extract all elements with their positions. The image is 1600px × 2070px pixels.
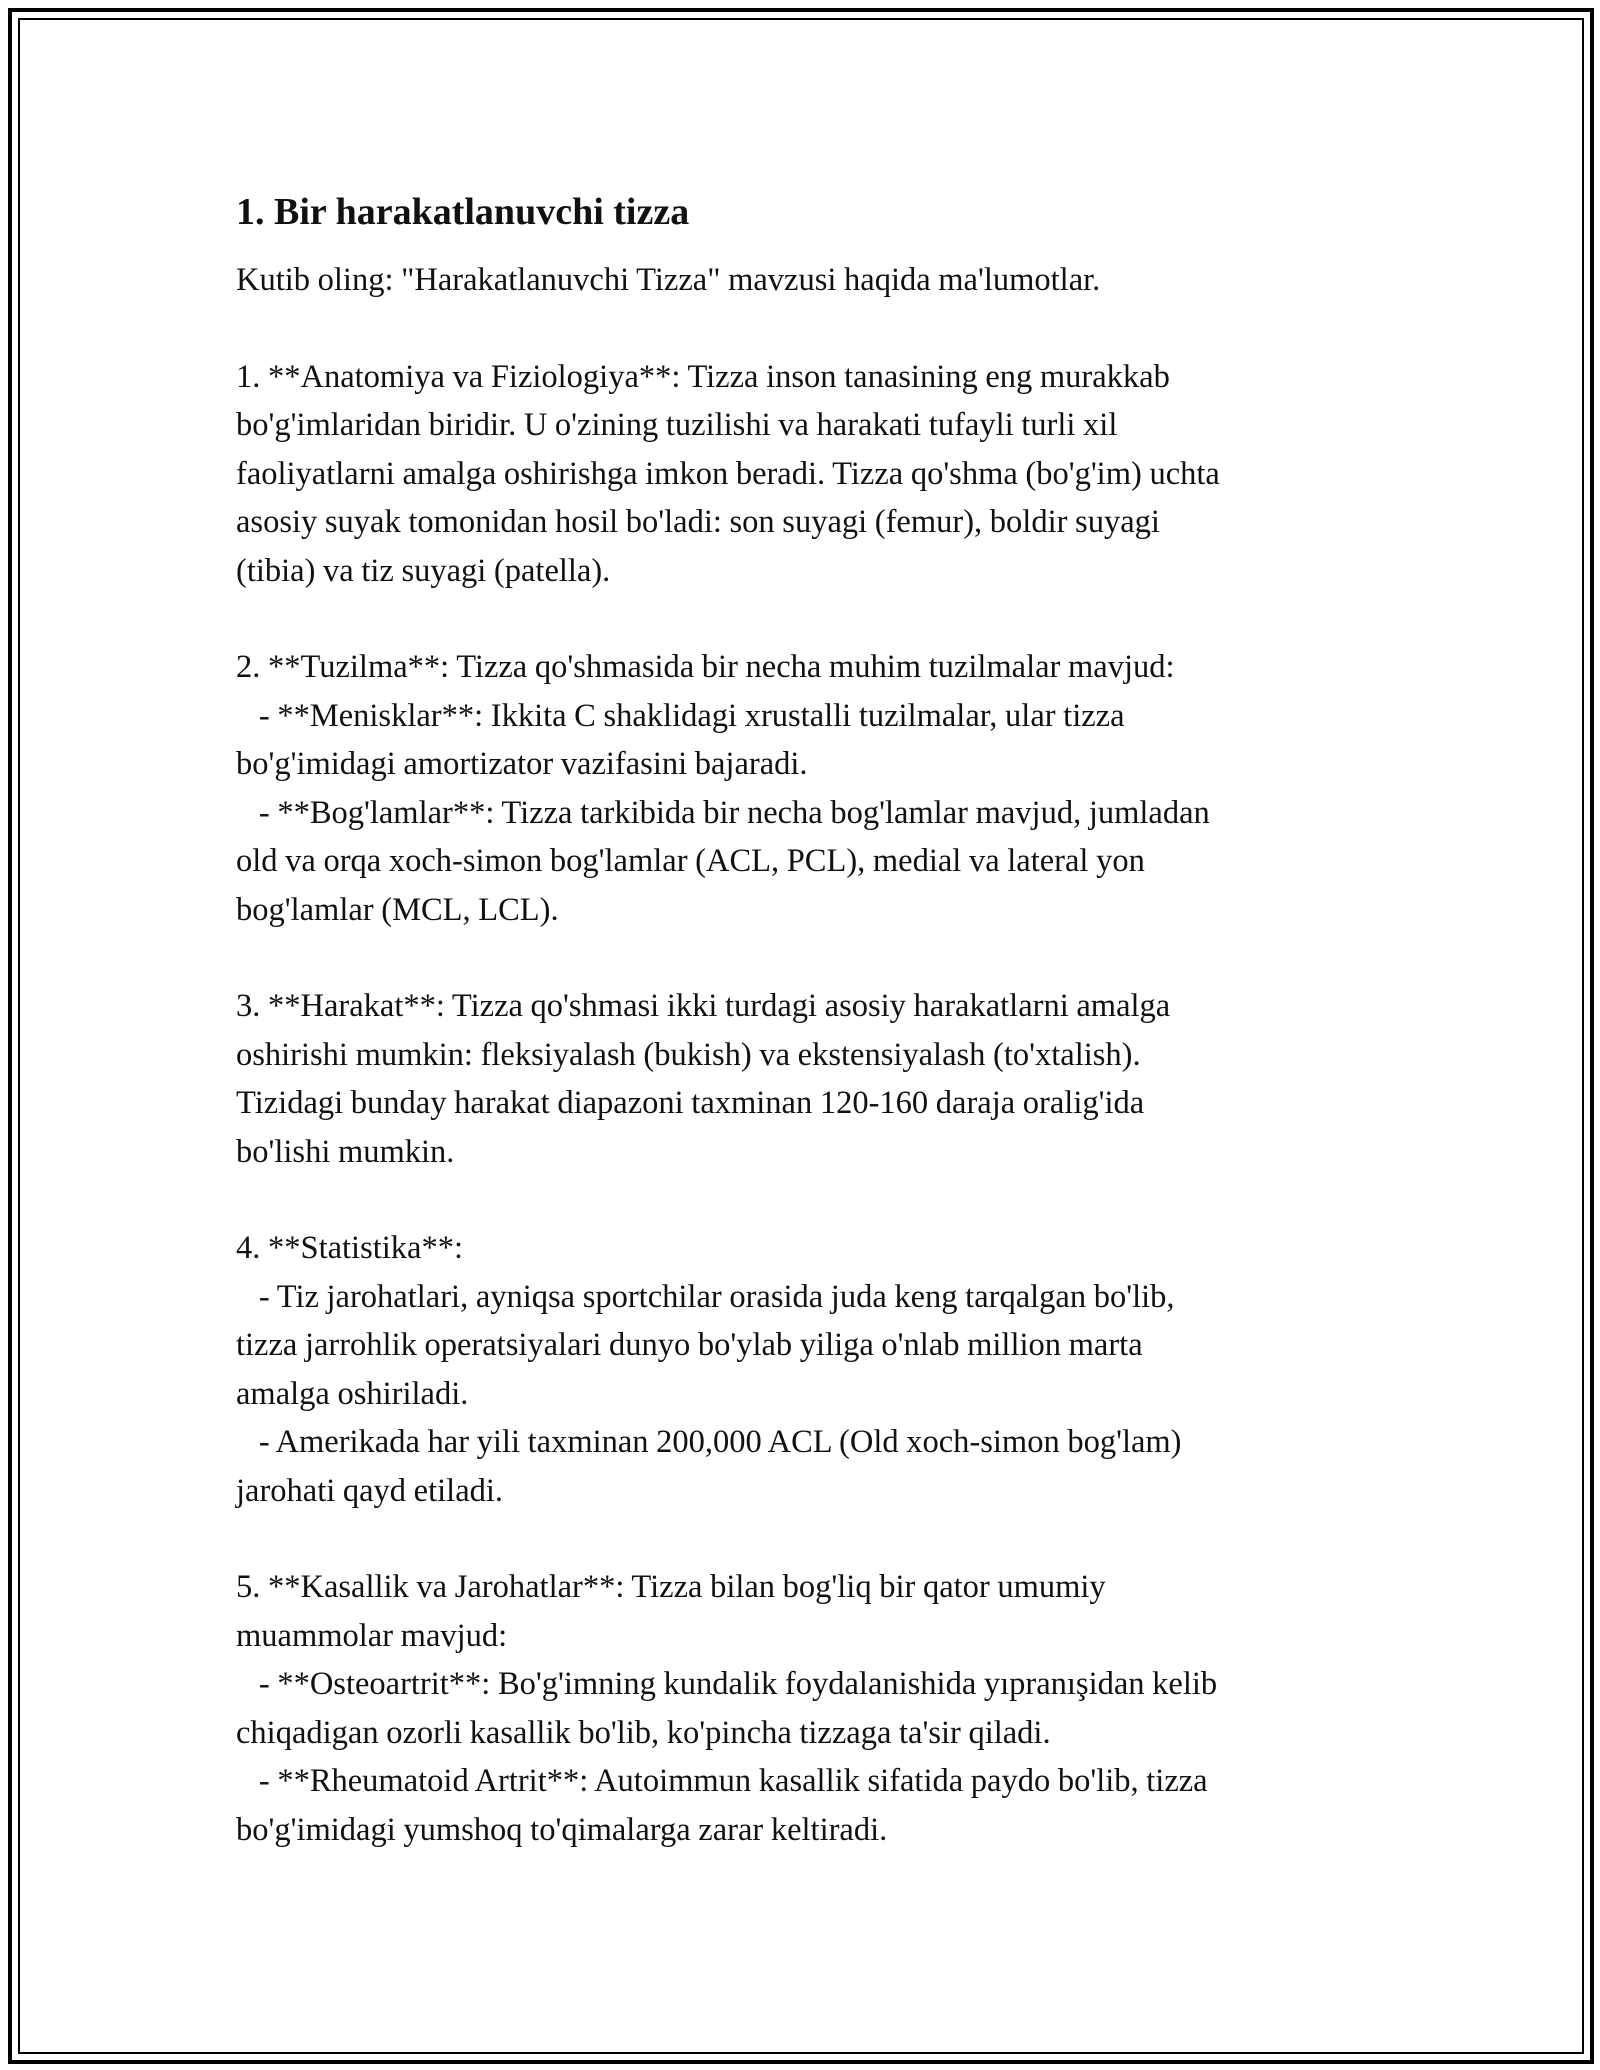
section-diseases: 5. **Kasallik va Jarohatlar**: Tizza bilan bog'liq bir qator umumiy muammolar mavjud: - **Osteoartrit**: Bo'g'imning kundalik foydalanishida yıpranışidan kelib chiqadigan ozorli kasallik bo'lib, ko'pincha tizzaga ta'sir qiladi. - **Rheumatoid Artrit**: Autoimmun kasallik sifatida paydo bo'lib, tizza bo'g'imidagi yumshoq to'qimalarga zarar keltiradi. [236, 1569, 1218, 1848]
document-title: 1. Bir harakatlanuvchi tizza [236, 191, 690, 233]
section-statistics: 4. **Statistika**: - Tiz jarohatlari, ayniqsa sportchilar orasida juda keng tarqalgan bo'lib, tizza jarrohlik operatsiyalari dunyo bo'ylab yiliga o'nlab million marta amalga oshiriladi. - Amerikada har yili taxminan 200,000 ACL (Old xoch-simon bog'lam) jarohati qayd etiladi. [236, 1230, 1182, 1509]
intro-paragraph: Kutib oling: "Harakatlanuvchi Tizza" mavzusi haqida ma'lumotlar. [236, 262, 1101, 298]
document-body [236, 186, 1376, 1854]
section-structure: 2. **Tuzilma**: Tizza qo'shmasida bir necha muhim tuzilmalar mavjud: - **Menisklar**: Ikkita C shaklidagi xrustalli tuzilmalar, ular tizza bo'g'imidagi amortizator vazifasini bajaradi. - **Bog'lamlar**: Tizza tarkibida bir necha bog'lamlar mavjud, jumladan old va orqa xoch-simon bog'lamlar (ACL, PCL), medial va lateral yon bog'lamlar (MCL, LCL). [236, 649, 1210, 928]
section-anatomy: 1. **Anatomiya va Fiziologiya**: Tizza inson tanasining eng murakkab bo'g'imlaridan biridir. U o'zining tuzilishi va harakati tufayli turli xil faoliyatlarni amalga oshirishga imkon beradi. Tizza qo'shma (bo'g'im) uchta asosiy suyak tomonidan hosil bo'ladi: son suyagi (femur), boldir suyagi (tibia) va tiz suyagi (patella). [236, 358, 1220, 589]
section-movement: 3. **Harakat**: Tizza qo'shmasi ikki turdagi asosiy harakatlarni amalga oshirishi mumkin: fleksiyalash (bukish) va ekstensiyalash (to'xtalish). Tizidagi bunday harakat diapazoni taxminan 120-160 daraja oralig'ida bo'lishi mumkin. [236, 988, 1171, 1170]
